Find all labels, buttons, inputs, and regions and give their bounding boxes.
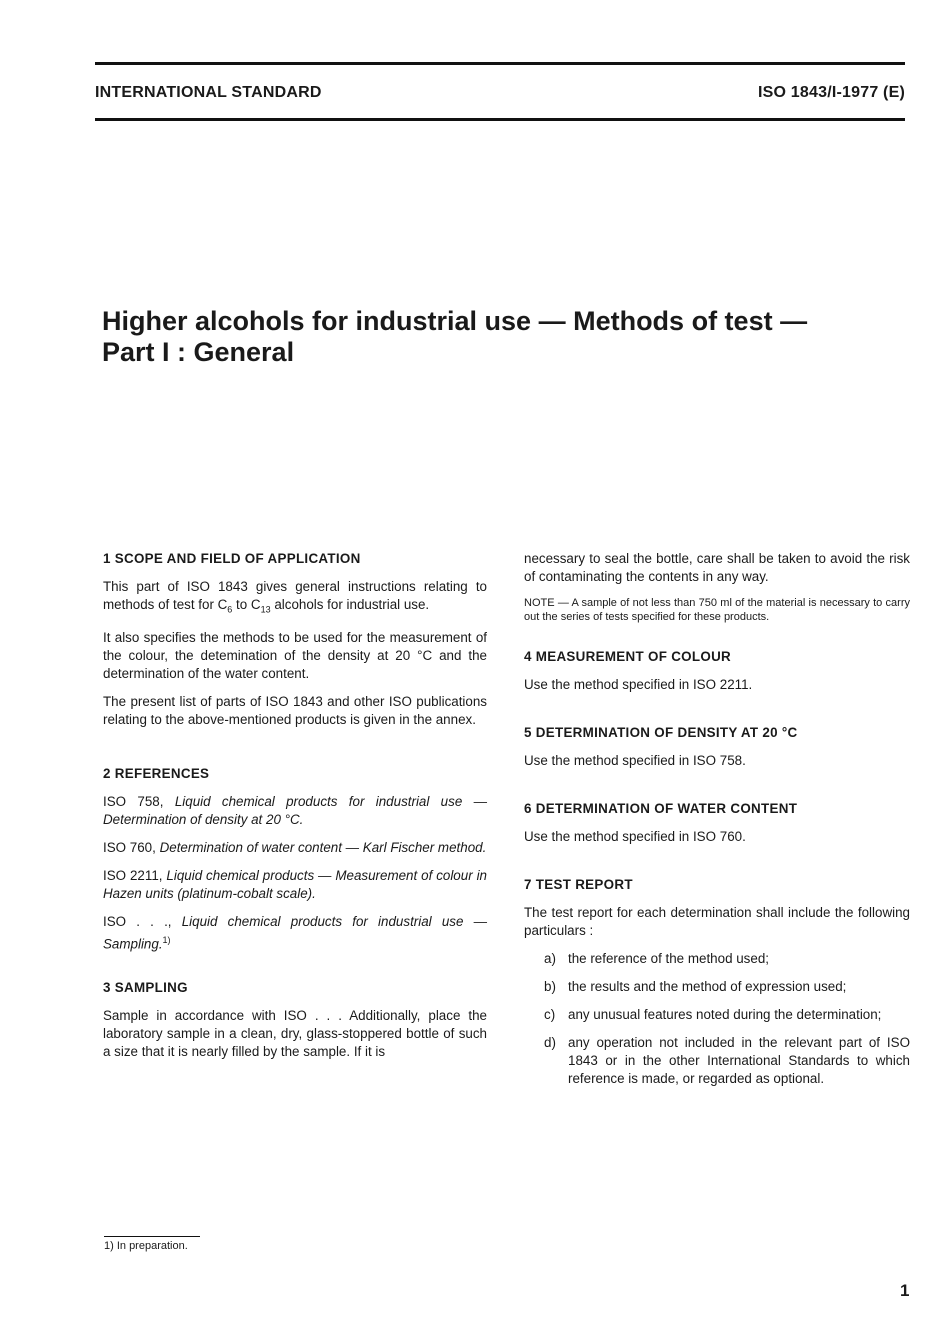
reference-iso-758: ISO 758, Liquid chemical products for industrial use — Determination of density at 20 °C. [103,793,487,827]
section-3-note: NOTE — A sample of not less than 750 ml of the material is necessary to carry out the series of tests specified for these products. [524,597,910,623]
section-1-heading: 1 SCOPE AND FIELD OF APPLICATION [103,551,361,566]
spacer [103,739,487,765]
section-6-heading: 6 DETERMINATION OF WATER CONTENT [524,801,798,816]
header-top-rule [95,62,905,65]
reference-iso-2211: ISO 2211, Liquid chemical products — Measurement of colour in Hazen units (platinum-cobalt scale). [103,867,487,901]
title-line-2: Part I : General [102,337,295,367]
header-bottom-rule [95,118,905,121]
spacer [524,634,910,648]
header-standard-type: INTERNATIONAL STANDARD [95,84,322,101]
right-column [524,550,910,1098]
section-5-paragraph: Use the method specified in ISO 758. [524,753,746,768]
section-4-paragraph: Use the method specified in ISO 2211. [524,677,753,692]
reference-iso-760: ISO 760, Determination of water content — Karl Fischer method. [103,839,487,855]
title-line-1: Higher alcohols for industrial use — Methods of test — [102,306,808,336]
spacer [524,780,910,800]
document-title [102,306,807,368]
section-6-paragraph: Use the method specified in ISO 760. [524,829,746,844]
section-1-paragraph-3: The present list of parts of ISO 1843 and other ISO publications relating to the above-mentioned products is given in the annex. [103,693,487,727]
section-7-paragraph: The test report for each determination shall include the following particulars : [524,905,910,938]
section-1-paragraph-2: It also specifies the methods to be used for the measurement of the colour, the detemination of the density at 20 °C and the determination of the water content. [103,629,487,681]
spacer [103,963,487,979]
left-column [103,550,487,1071]
section-7-heading: 7 TEST REPORT [524,877,633,892]
list-item: c) any unusual features noted during the determination; [544,1007,882,1022]
list-item: a) the reference of the method used; [544,951,769,966]
list-item: d) any operation not included in the relevant part of ISO 1843 or in the other International Standards to which reference is made, or regarded as optional. [544,1035,910,1086]
section-1-paragraph-1: This part of ISO 1843 gives general instructions relating to methods of test for $C_6$ to $C_{13}$ alcohols for industrial use. [103,579,487,615]
header-standard-number: ISO 1843/I-1977 (E) [758,84,905,101]
test-report-list [524,950,910,1088]
spacer [524,704,910,724]
footnote: 1) In preparation. [104,1240,188,1252]
section-5-heading: 5 DETERMINATION OF DENSITY AT 20 °C [524,725,798,740]
list-item: b) the results and the method of expression used; [544,979,847,994]
section-3-paragraph-1: Sample in accordance with ISO . . . Additionally, place the laboratory sample in a clean, dry, glass-stoppered bottle of such a size that it is nearly filled by the sample. If it is [103,1008,487,1060]
spacer [524,856,910,876]
page-number: 1 [900,1281,910,1300]
reference-iso-sampling: ISO . . ., Liquid chemical products for industrial use — Sampling.$^{1)}$ [103,913,487,952]
section-3-heading: 3 SAMPLING [103,980,188,996]
section-3-paragraph-continued: necessary to seal the bottle, care shall be taken to avoid the risk of contaminating the contents in any way. [524,551,910,584]
section-2-heading: 2 REFERENCES [103,765,210,781]
section-4-heading: 4 MEASUREMENT OF COLOUR [524,649,732,664]
footnote-rule [104,1236,200,1237]
